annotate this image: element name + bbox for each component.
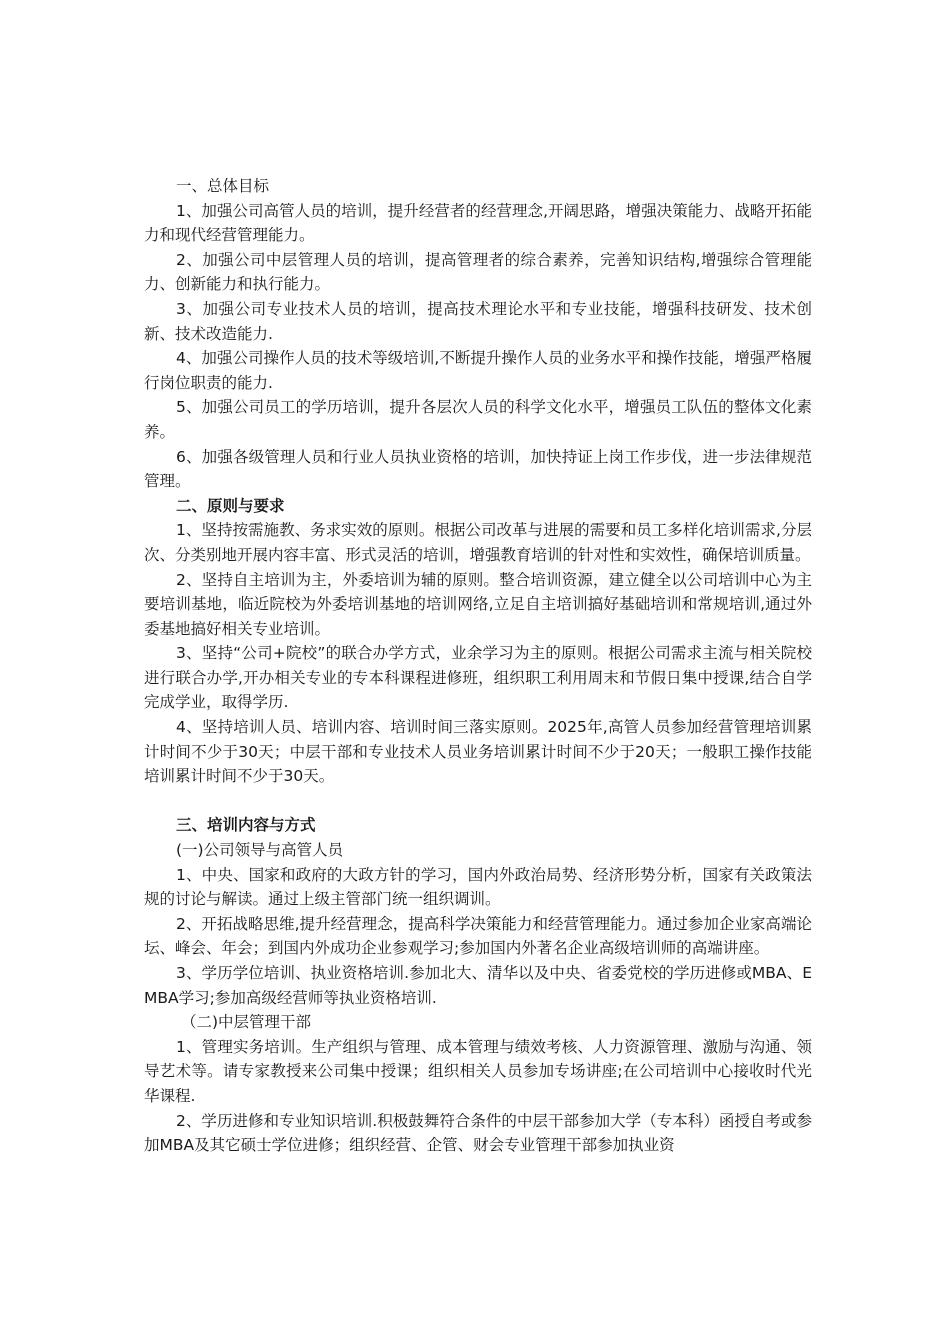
section-1-item-3: 3、加强公司专业技术人员的培训，提高技术理论水平和专业技能，增强科技研发、技术创新、技术改造能力. (144, 299, 812, 343)
section-3-sub-1-item-3: 3、学历学位培训、执业资格培训.参加北大、清华以及中央、省委党校的学历进修或MBA、EMBA学习;参加高级经营师等执业资格培训. (144, 964, 812, 1007)
section-3-sub-2-item-1: 1、管理实务培训。生产组织与管理、成本管理与绩效考核、人力资源管理、激励与沟通、领导艺术等。请专家教授来公司集中授课；组织相关人员参加专场讲座;在公司培训中心接收时代光华课程. (144, 1037, 812, 1105)
section-1-item-4: 4、加强公司操作人员的技术等级培训,不断提升操作人员的业务水平和操作技能，增强严格履行岗位职责的能力. (144, 349, 812, 392)
document-body (144, 174, 812, 1158)
section-3-sub-1-item-2: 2、开拓战略思维,提升经营理念，提高科学决策能力和经营管理能力。通过参加企业家高端论坛、峰会、年会；到国内外成功企业参观学习;参加国内外著名企业高级培训师的高端讲座。 (144, 914, 812, 958)
section-2-title: 二、原则与要求 (176, 496, 285, 515)
section-1-item-1: 1、加强公司高管人员的培训，提升经营者的经营理念,开阔思路，增强决策能力、战略开拓能力和现代经营管理能力。 (144, 201, 812, 245)
section-1-item-2: 2、加强公司中层管理人员的培训，提高管理者的综合素养，完善知识结构,增强综合管理能力、创新能力和执行能力。 (144, 250, 812, 294)
section-2-item-3: 3、坚持“公司+院校”的联合办学方式，业余学习为主的原则。根据公司需求主流与相关院校进行联合办学,开办相关专业的专本科课程进修班，组织职工利用周末和节假日集中授课,结合自学完成学业，取得学历. (144, 644, 812, 712)
section-1-title: 一、总体目标 (176, 177, 270, 195)
section-3-sub-1-item-1: 1、中央、国家和政府的大政方针的学习，国内外政治局势、经济形势分析，国家有关政策法规的讨论与解读。通过上级主管部门统一组织调训。 (144, 865, 812, 909)
section-3-title: 三、培训内容与方式 (176, 816, 316, 835)
section-1-item-5: 5、加强公司员工的学历培训，提升各层次人员的科学文化水平，增强员工队伍的整体文化素养。 (144, 398, 812, 441)
section-3-sub-1-title: (一)公司领导与高管人员 (176, 841, 344, 860)
section-2-item-4: 4、坚持培训人员、培训内容、培训时间三落实原则。2025年,高管人员参加经营管理培训累计时间不少于30天；中层干部和专业技术人员业务培训累计时间不少于20天；一般职工操作技能培训累计时间不少于30天。 (144, 718, 812, 786)
blank-line (144, 789, 812, 814)
section-1-item-6: 6、加强各级管理人员和行业人员执业资格的培训，加快持证上岗工作步伐，进一步法律规范管理。 (144, 447, 812, 491)
section-2-item-2: 2、坚持自主培训为主，外委培训为辅的原则。整合培训资源，建立健全以公司培训中心为主要培训基地，临近院校为外委培训基地的培训网络,立足自主培训搞好基础培训和常规培训,通过外委基地搞好相关专业培训。 (144, 570, 812, 638)
section-3-sub-2-item-2: 2、学历进修和专业知识培训.积极鼓舞符合条件的中层干部参加大学（专本科）函授自考或参加MBA及其它硕士学位进修；组织经营、企管、财会专业管理干部参加执业资 (144, 1111, 812, 1155)
section-3-sub-2-title: （二)中层管理干部 (181, 1013, 312, 1032)
section-2-item-1: 1、坚持按需施教、务求实效的原则。根据公司改革与进展的需要和员工多样化培训需求,分层次、分类别地开展内容丰富、形式灵活的培训，增强教育培训的针对性和实效性，确保培训质量。 (144, 521, 812, 564)
